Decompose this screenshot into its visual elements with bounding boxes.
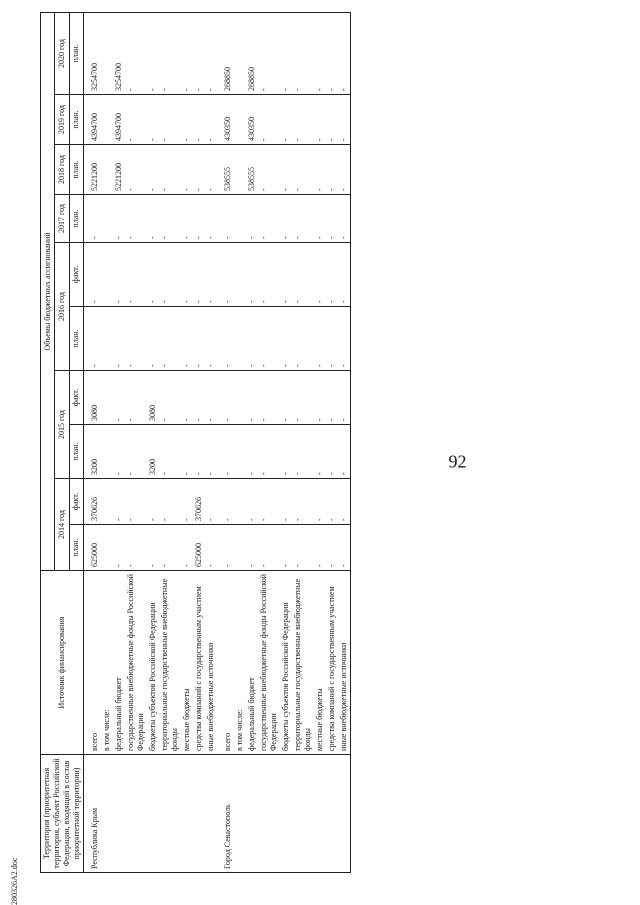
value-cell: - — [314, 371, 326, 425]
territory-cell — [125, 755, 147, 873]
value-cell — [234, 371, 246, 425]
table-row — [292, 12, 314, 872]
value-cell: - — [280, 243, 292, 307]
value-cell: - — [159, 195, 181, 243]
table-row — [101, 12, 113, 872]
value-cell: - — [246, 307, 258, 371]
value-cell: - — [338, 425, 351, 479]
value-cell: - — [125, 195, 147, 243]
value-cell: - — [205, 145, 217, 195]
value-cell: - — [258, 425, 280, 479]
value-cell: - — [217, 307, 234, 371]
value-cell: - — [125, 307, 147, 371]
value-cell: - — [205, 525, 217, 571]
value-cell: - — [280, 195, 292, 243]
territory-cell — [338, 755, 351, 873]
table-row — [246, 12, 258, 872]
source-cell: всего — [217, 571, 234, 755]
value-cell: - — [326, 371, 338, 425]
header-year: 2015 год — [55, 371, 69, 479]
value-cell: - — [326, 195, 338, 243]
value-cell: - — [205, 479, 217, 525]
value-cell: - — [181, 479, 193, 525]
value-cell: 3080 — [84, 371, 102, 425]
value-cell: - — [258, 371, 280, 425]
value-cell: - — [338, 95, 351, 145]
value-cell: - — [338, 307, 351, 371]
value-cell: - — [314, 307, 326, 371]
value-cell: 4394700 — [113, 95, 125, 145]
table-row — [217, 12, 234, 872]
value-cell: - — [113, 307, 125, 371]
value-cell: - — [125, 243, 147, 307]
value-cell: - — [338, 371, 351, 425]
value-cell: - — [159, 12, 181, 94]
territory-cell — [205, 755, 217, 873]
territory-cell — [147, 755, 159, 873]
value-cell: - — [147, 195, 159, 243]
table-row — [338, 12, 351, 872]
value-cell: - — [326, 479, 338, 525]
value-cell: - — [314, 195, 326, 243]
value-cell: - — [326, 12, 338, 94]
territory-cell — [181, 755, 193, 873]
value-cell: - — [159, 243, 181, 307]
value-cell: - — [326, 525, 338, 571]
table-row — [84, 12, 102, 872]
value-cell: - — [314, 95, 326, 145]
value-cell: - — [258, 95, 280, 145]
value-cell: - — [314, 145, 326, 195]
value-cell: - — [326, 145, 338, 195]
value-cell: - — [314, 12, 326, 94]
territory-cell — [113, 755, 125, 873]
value-cell: - — [326, 425, 338, 479]
value-cell — [101, 12, 113, 94]
value-cell: - — [113, 425, 125, 479]
header-plan: план. — [69, 195, 83, 243]
value-cell: - — [280, 479, 292, 525]
value-cell: - — [147, 145, 159, 195]
value-cell: 3080 — [147, 371, 159, 425]
value-cell: - — [292, 479, 314, 525]
value-cell: - — [159, 371, 181, 425]
source-cell: федеральный бюджет — [113, 571, 125, 755]
value-cell: - — [84, 307, 102, 371]
table-row — [234, 12, 246, 872]
header-source: Источник финансирования — [41, 571, 84, 755]
value-cell: - — [193, 12, 205, 94]
value-cell: - — [217, 525, 234, 571]
page-number: 92 — [448, 451, 467, 472]
value-cell: - — [125, 371, 147, 425]
value-cell: - — [147, 479, 159, 525]
value-cell: 268850 — [246, 12, 258, 94]
value-cell: 3254700 — [84, 12, 102, 94]
value-cell: 625000 — [84, 525, 102, 571]
value-cell: - — [292, 371, 314, 425]
value-cell: - — [280, 95, 292, 145]
table-header — [41, 12, 84, 872]
value-cell: - — [84, 243, 102, 307]
header-year: 2017 год — [55, 195, 69, 243]
value-cell: - — [314, 479, 326, 525]
value-cell: - — [292, 145, 314, 195]
value-cell: - — [292, 12, 314, 94]
header-plan: план. — [69, 425, 83, 479]
value-cell — [101, 479, 113, 525]
value-cell — [234, 307, 246, 371]
value-cell: - — [280, 525, 292, 571]
value-cell: - — [338, 525, 351, 571]
value-cell — [234, 425, 246, 479]
value-cell: - — [314, 243, 326, 307]
value-cell: - — [280, 12, 292, 94]
value-cell: - — [292, 95, 314, 145]
value-cell: 625000 — [193, 525, 205, 571]
value-cell — [101, 95, 113, 145]
territory-cell — [246, 755, 258, 873]
value-cell: - — [113, 195, 125, 243]
value-cell: - — [217, 243, 234, 307]
budget-table — [40, 12, 351, 873]
header-volumes: Объемы бюджетных ассигнований — [41, 12, 55, 570]
table-row — [193, 12, 205, 872]
value-cell: - — [217, 425, 234, 479]
value-cell: - — [205, 371, 217, 425]
header-plan: план. — [69, 145, 83, 195]
value-cell — [101, 307, 113, 371]
value-cell: - — [147, 12, 159, 94]
value-cell: - — [159, 145, 181, 195]
value-cell: - — [147, 307, 159, 371]
header-year: 2020 год — [55, 12, 69, 94]
territory-cell — [326, 755, 338, 873]
value-cell: - — [246, 425, 258, 479]
value-cell: - — [113, 371, 125, 425]
value-cell: - — [326, 243, 338, 307]
value-cell: - — [338, 195, 351, 243]
table-row — [147, 12, 159, 872]
value-cell: 430350 — [217, 95, 234, 145]
source-cell: в том числе: — [101, 571, 113, 755]
value-cell — [101, 371, 113, 425]
table-row — [125, 12, 147, 872]
value-cell: - — [246, 371, 258, 425]
source-cell: государственные внебюджетные фонды Российской Федерации — [125, 571, 147, 755]
value-cell: - — [258, 243, 280, 307]
value-cell: - — [113, 243, 125, 307]
value-cell: 538555 — [246, 145, 258, 195]
value-cell — [101, 525, 113, 571]
header-plan: план. — [69, 95, 83, 145]
value-cell: - — [147, 243, 159, 307]
value-cell: - — [181, 307, 193, 371]
table-row — [280, 12, 292, 872]
value-cell: - — [113, 525, 125, 571]
value-cell: 3254700 — [113, 12, 125, 94]
table-row — [314, 12, 326, 872]
header-year: 2018 год — [55, 145, 69, 195]
value-cell: 538555 — [217, 145, 234, 195]
value-cell: - — [159, 95, 181, 145]
value-cell: - — [280, 145, 292, 195]
value-cell: 430350 — [246, 95, 258, 145]
table-row — [159, 12, 181, 872]
territory-cell — [258, 755, 280, 873]
table-row — [205, 12, 217, 872]
source-cell: местные бюджеты — [314, 571, 326, 755]
value-cell: - — [217, 479, 234, 525]
value-cell: 4394700 — [84, 95, 102, 145]
value-cell: - — [193, 425, 205, 479]
value-cell: - — [246, 243, 258, 307]
value-cell: - — [193, 307, 205, 371]
header-year: 2016 год — [55, 243, 69, 371]
value-cell — [234, 479, 246, 525]
value-cell: 5221200 — [84, 145, 102, 195]
value-cell: - — [147, 525, 159, 571]
value-cell: - — [326, 95, 338, 145]
value-cell: - — [125, 95, 147, 145]
header-fact: факт. — [69, 243, 83, 307]
table-row — [258, 12, 280, 872]
value-cell: - — [181, 145, 193, 195]
value-cell: - — [205, 12, 217, 94]
value-cell: - — [314, 425, 326, 479]
value-cell: 5221200 — [113, 145, 125, 195]
value-cell: - — [159, 525, 181, 571]
header-fact: факт. — [69, 371, 83, 425]
territory-cell — [234, 755, 246, 873]
source-cell: иные внебюджетные источники — [338, 571, 351, 755]
value-cell: - — [181, 425, 193, 479]
source-cell: бюджеты субъектов Российской Федерации — [280, 571, 292, 755]
value-cell: - — [246, 195, 258, 243]
value-cell: - — [246, 525, 258, 571]
source-cell: средства компаний с государственным участием — [326, 571, 338, 755]
value-cell: 370626 — [84, 479, 102, 525]
value-cell: - — [205, 243, 217, 307]
value-cell — [234, 145, 246, 195]
source-cell: средства компаний с государственным участием — [193, 571, 205, 755]
value-cell: - — [258, 307, 280, 371]
value-cell: - — [217, 371, 234, 425]
value-cell: - — [280, 371, 292, 425]
value-cell: - — [113, 479, 125, 525]
value-cell: - — [292, 195, 314, 243]
value-cell: - — [147, 95, 159, 145]
source-cell: иные внебюджетные источники — [205, 571, 217, 755]
table-row — [181, 12, 193, 872]
territory-cell — [314, 755, 326, 873]
header-plan: план. — [69, 525, 83, 571]
value-cell: - — [193, 95, 205, 145]
value-cell: - — [125, 145, 147, 195]
value-cell: - — [193, 371, 205, 425]
value-cell: - — [258, 525, 280, 571]
value-cell: 370626 — [193, 479, 205, 525]
value-cell: - — [205, 195, 217, 243]
source-cell: в том числе: — [234, 571, 246, 755]
value-cell: - — [292, 307, 314, 371]
value-cell: - — [338, 243, 351, 307]
header-fact: факт. — [69, 479, 83, 525]
value-cell: - — [246, 479, 258, 525]
value-cell: - — [193, 243, 205, 307]
value-cell: - — [205, 95, 217, 145]
value-cell — [234, 195, 246, 243]
territory-cell — [292, 755, 314, 873]
value-cell: - — [159, 425, 181, 479]
value-cell: - — [125, 525, 147, 571]
source-cell: федеральный бюджет — [246, 571, 258, 755]
value-cell: - — [125, 12, 147, 94]
header-plan: план. — [69, 307, 83, 371]
value-cell: 268850 — [217, 12, 234, 94]
value-cell: - — [338, 145, 351, 195]
value-cell: - — [159, 307, 181, 371]
header-year: 2014 год — [55, 479, 69, 571]
source-cell: территориальные государственные внебюджетные фонды — [159, 571, 181, 755]
value-cell: 3200 — [84, 425, 102, 479]
value-cell: - — [292, 525, 314, 571]
value-cell: - — [258, 479, 280, 525]
value-cell: - — [181, 371, 193, 425]
value-cell — [234, 95, 246, 145]
value-cell: - — [84, 195, 102, 243]
source-cell: бюджеты субъектов Российской Федерации — [147, 571, 159, 755]
table-row — [326, 12, 338, 872]
value-cell: - — [181, 195, 193, 243]
value-cell: - — [125, 425, 147, 479]
value-cell: - — [181, 243, 193, 307]
value-cell: - — [159, 479, 181, 525]
value-cell — [101, 195, 113, 243]
value-cell: - — [326, 307, 338, 371]
value-cell: - — [181, 95, 193, 145]
value-cell: - — [280, 307, 292, 371]
value-cell: - — [338, 479, 351, 525]
header-territory: Территория (приоритетная территория, субъект Российской Федерации, входящий в состав приоритетной территории) — [41, 755, 84, 873]
document-id: 280326A2.doc — [10, 857, 19, 905]
value-cell: - — [292, 425, 314, 479]
value-cell — [101, 243, 113, 307]
territory-cell — [101, 755, 113, 873]
value-cell: - — [292, 243, 314, 307]
value-cell — [234, 12, 246, 94]
territory-cell — [193, 755, 205, 873]
value-cell — [101, 425, 113, 479]
value-cell: - — [125, 479, 147, 525]
source-cell: территориальные государственные внебюджетные фонды — [292, 571, 314, 755]
value-cell: - — [181, 525, 193, 571]
value-cell: - — [217, 195, 234, 243]
territory-cell: Республика Крым — [84, 755, 102, 873]
value-cell: 3200 — [147, 425, 159, 479]
value-cell: - — [314, 525, 326, 571]
territory-cell — [159, 755, 181, 873]
value-cell: - — [258, 145, 280, 195]
territory-cell — [280, 755, 292, 873]
value-cell: - — [258, 12, 280, 94]
value-cell — [101, 145, 113, 195]
header-plan: план. — [69, 12, 83, 94]
value-cell: - — [181, 12, 193, 94]
table-body — [84, 12, 351, 872]
value-cell: - — [205, 425, 217, 479]
header-year: 2019 год — [55, 95, 69, 145]
source-cell: всего — [84, 571, 102, 755]
territory-cell: Город Севастополь — [217, 755, 234, 873]
value-cell: - — [258, 195, 280, 243]
source-cell: местные бюджеты — [181, 571, 193, 755]
value-cell: - — [338, 12, 351, 94]
table-row — [113, 12, 125, 872]
value-cell: - — [205, 307, 217, 371]
source-cell: государственные внебюджетные фонды Российской Федерации — [258, 571, 280, 755]
value-cell — [234, 243, 246, 307]
value-cell: - — [193, 145, 205, 195]
value-cell: - — [193, 195, 205, 243]
value-cell — [234, 525, 246, 571]
value-cell: - — [280, 425, 292, 479]
